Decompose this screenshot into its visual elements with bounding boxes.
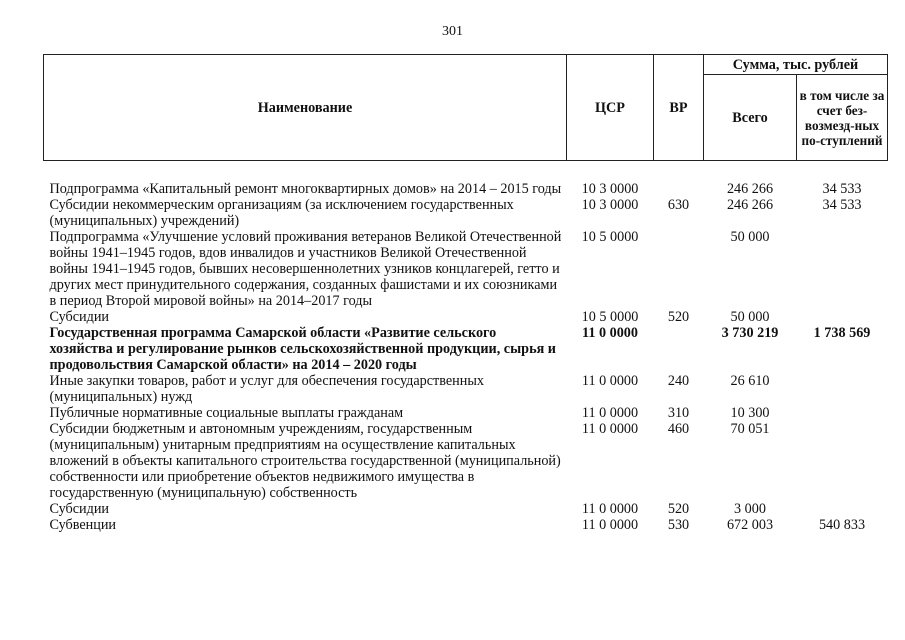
header-sum-group: Сумма, тыс. рублей [704,55,888,75]
row-csr-cell: 10 3 0000 [581,197,639,213]
row-csr-cell: 11 0 0000 [581,421,639,437]
header-name: Наименование [44,55,567,161]
row-name-cell: Субсидии [49,309,110,325]
page-number: 301 [442,24,463,39]
table-row [44,501,888,517]
row-name-cell: Субсидии [49,501,110,517]
row-name-cell: Публичные нормативные социальные выплаты гражданам [49,405,404,421]
table-row [44,309,888,325]
row-csr-cell: 11 0 0000 [581,501,639,517]
row-total-cell: 50 000 [730,309,770,325]
row-name-cell: Субсидии бюджетным и автономным учреждениям, государственным (муниципальным) унитарным предприятиям на осуществление капитальных вложений в объекты капитального строительства государственной (муниципальной) собственности или приобретение объектов недвижимого имущества в государственную (муниципальную) собственность [49,421,561,501]
row-grant-cell [797,373,888,405]
row-csr-cell: 11 0 0000 [582,325,638,341]
row-vr-cell: 240 [667,373,690,389]
row-total-cell: 3 730 219 [721,325,779,341]
row-total-cell: 26 610 [730,373,770,389]
row-csr-cell: 10 5 0000 [581,229,639,245]
header-csr: ЦСР [567,55,654,161]
header-spacer-row [44,161,888,182]
header-vr: ВР [654,55,704,161]
row-grant-cell [797,501,888,517]
table-header [44,55,888,161]
row-grant-cell: 540 833 [818,517,866,533]
table-row [44,325,888,373]
table-row [44,517,888,533]
row-total-cell: 672 003 [726,517,774,533]
row-vr-cell [654,325,704,373]
budget-table [43,54,888,533]
row-csr-cell: 10 5 0000 [581,309,639,325]
table-row [44,181,888,197]
table-row [44,229,888,309]
row-vr-cell: 310 [667,405,690,421]
table-row [44,373,888,405]
row-vr-cell: 520 [667,501,690,517]
row-csr-cell: 11 0 0000 [581,405,639,421]
row-total-cell: 10 300 [730,405,770,421]
row-grant-cell: 34 533 [822,181,862,197]
row-total-cell: 246 266 [726,197,774,213]
row-total-cell: 70 051 [730,421,770,437]
row-csr-cell: 11 0 0000 [581,373,639,389]
row-name-cell: Государственная программа Самарской области «Развитие сельского хозяйства и регулирование рынков сельскохозяйственной продукции, сырья и продовольствия Самарской области» на 2014 – 2020 годы [49,325,556,373]
table-row [44,421,888,501]
row-name-cell: Субсидии некоммерческим организациям (за исключением государственных (муниципальных) учреждений) [49,197,514,229]
row-vr-cell: 520 [667,309,690,325]
row-vr-cell [654,229,704,309]
row-vr-cell: 460 [667,421,690,437]
row-name-cell: Иные закупки товаров, работ и услуг для обеспечения государственных (муниципальных) нужд [49,373,484,405]
row-total-cell: 3 000 [734,501,766,517]
row-csr-cell: 11 0 0000 [581,517,639,533]
row-vr-cell: 630 [667,197,690,213]
row-name-cell: Субвенции [49,517,117,533]
row-grant-cell [797,229,888,309]
table-row [44,405,888,421]
row-total-cell: 50 000 [730,229,770,245]
row-vr-cell [654,181,704,197]
row-vr-cell: 530 [667,517,690,533]
row-grant-cell: 34 533 [822,197,862,213]
table-row [44,197,888,229]
row-name-cell: Подпрограмма «Улучшение условий проживания ветеранов Великой Отечественной войны 1941–1945 годов, вдов инвалидов и участников Великой Отечественной войны 1941–1945 годов, бывших несовершеннолетних узников концлагерей, гетто и других мест принудительного содержания, созданных фашистами и их союзниками в период Второй мировой войны» на 2014–2017 годы [49,229,562,309]
table-body [44,161,888,534]
row-grant-cell [797,309,888,325]
row-csr-cell: 10 3 0000 [581,181,639,197]
row-grant-cell [797,405,888,421]
row-name-cell: Подпрограмма «Капитальный ремонт многоквартирных домов» на 2014 – 2015 годы [49,181,562,197]
row-grant-cell [797,421,888,501]
row-total-cell: 246 266 [726,181,774,197]
row-grant-cell: 1 738 569 [813,325,871,341]
header-grants: в том числе за счет без-возмезд-ных по-ступлений [797,75,888,161]
header-total: Всего [704,75,797,161]
